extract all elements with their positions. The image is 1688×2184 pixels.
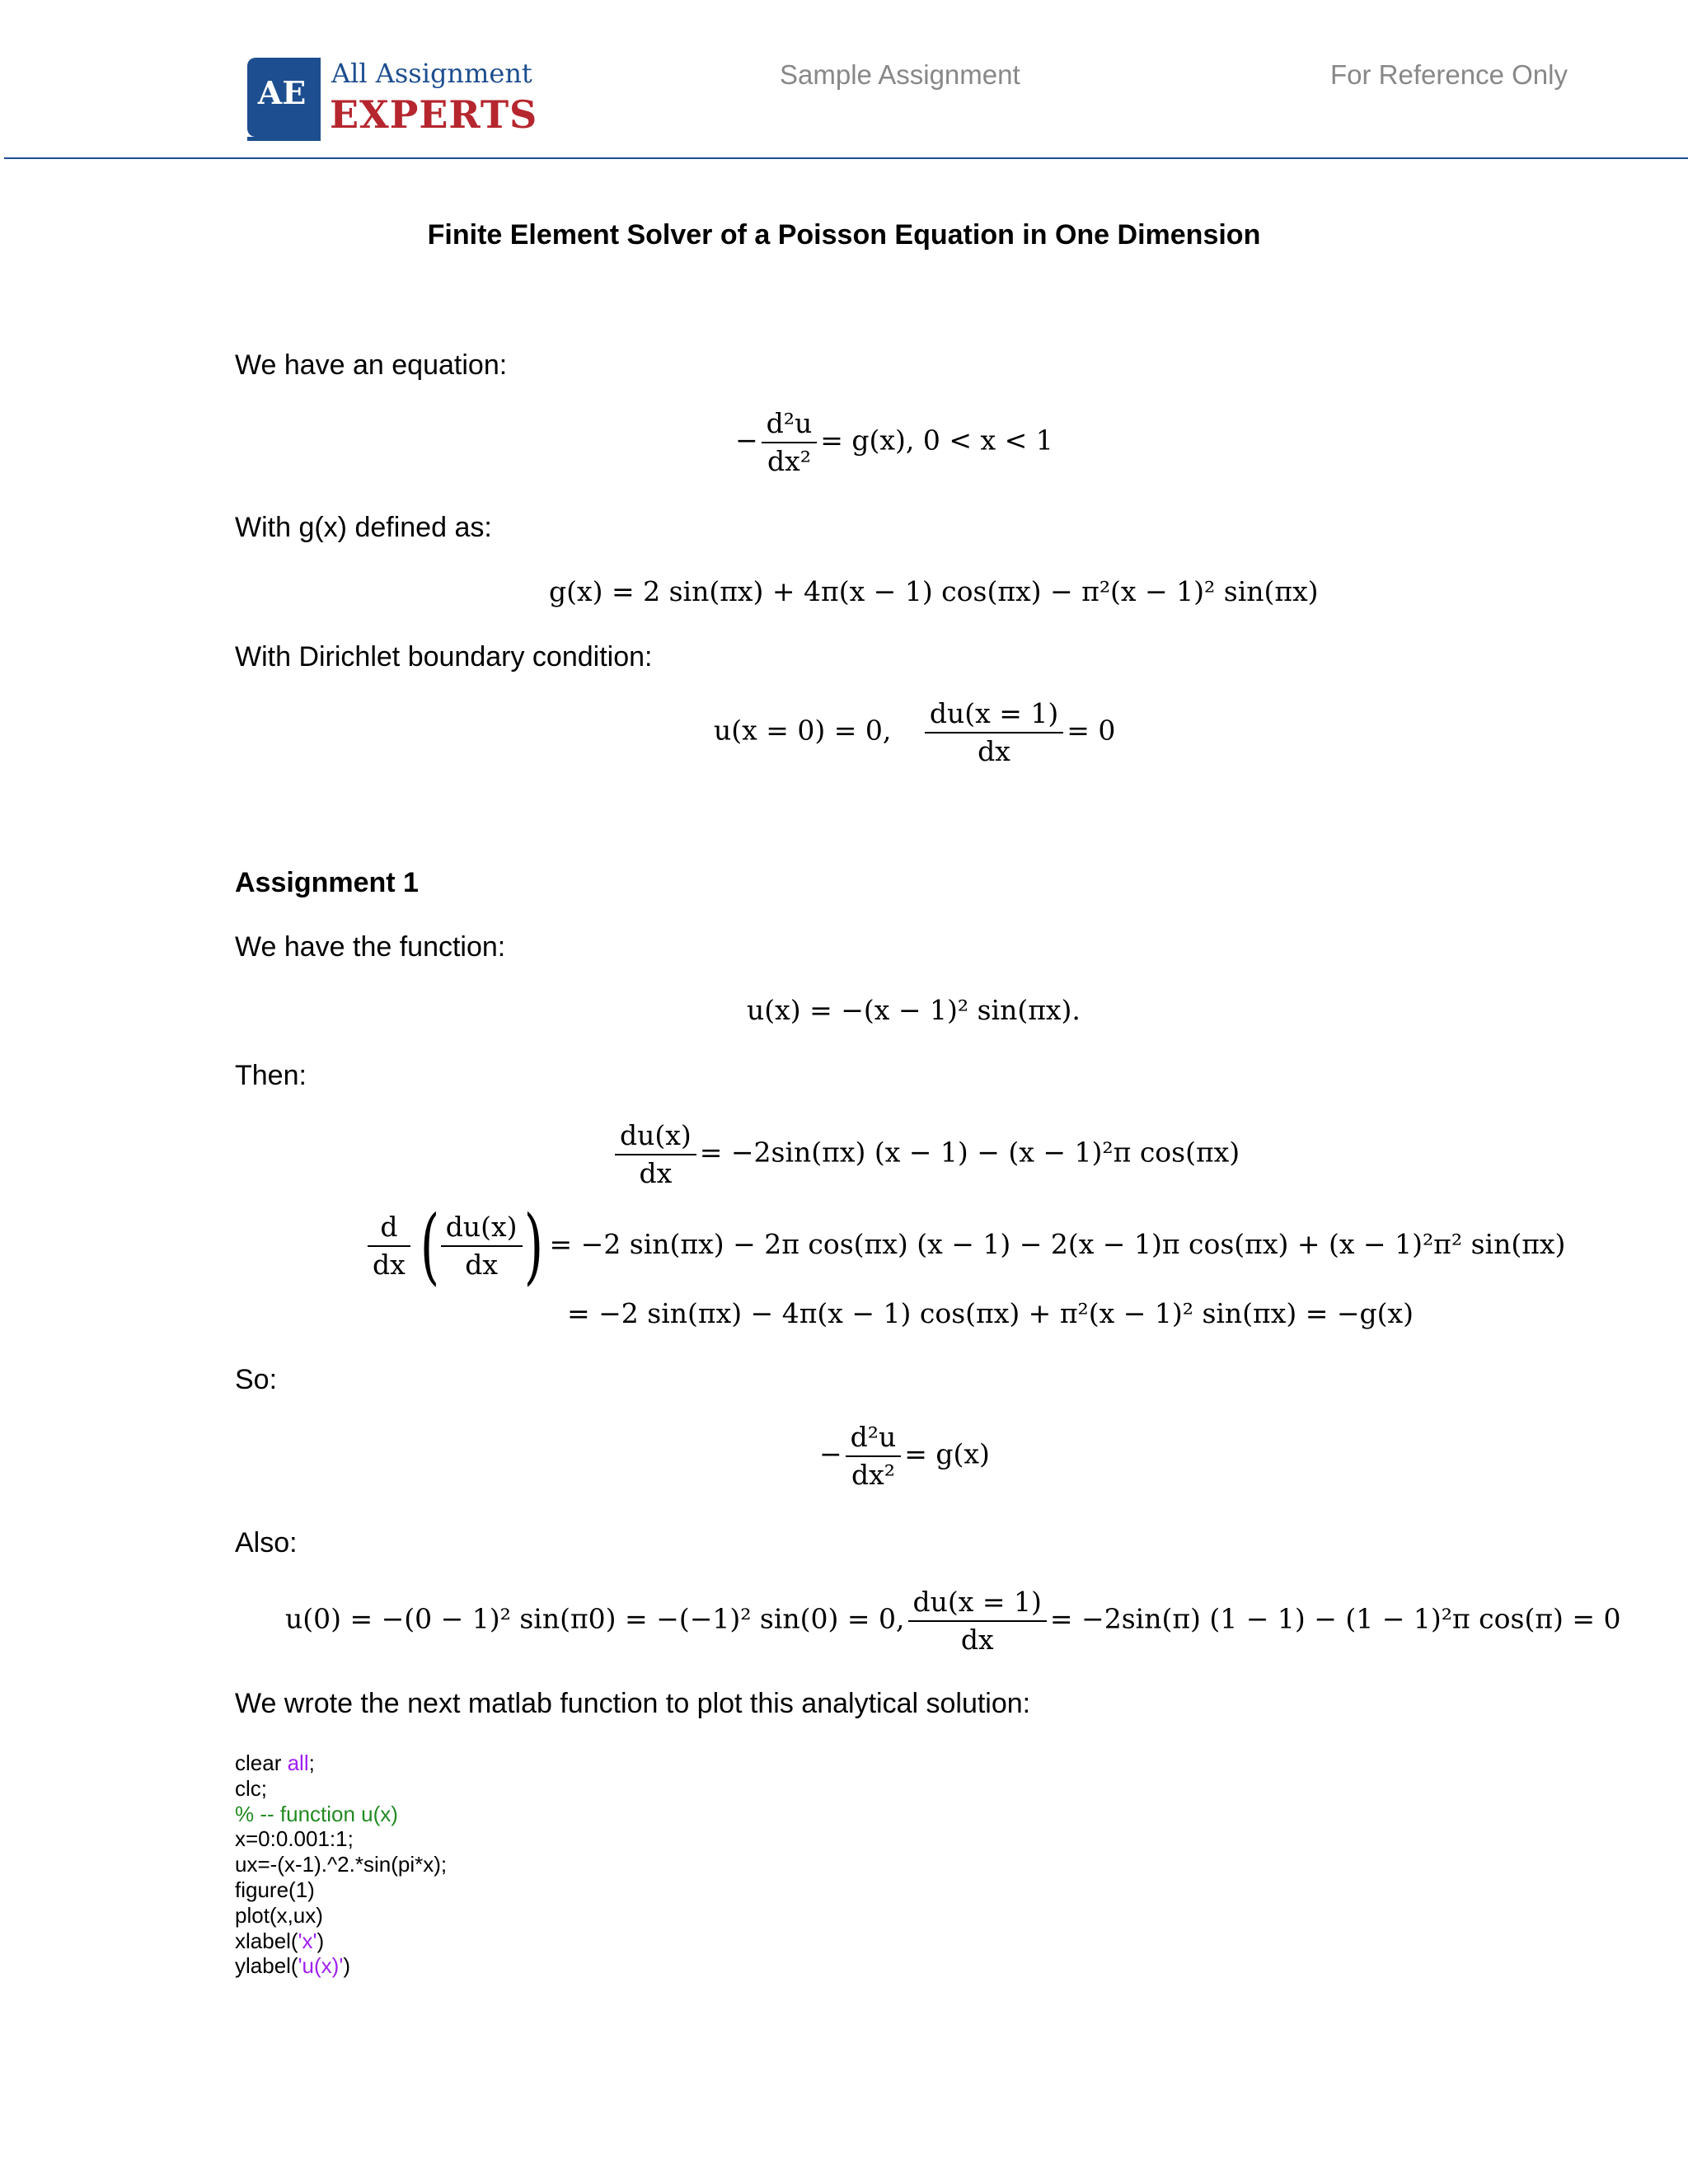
g-defined-text: With g(x) defined as: <box>235 512 492 543</box>
boundary-condition <box>714 697 1115 767</box>
code-line: clear all; <box>235 1750 315 1775</box>
also-lhs: u(0) = −(0 − 1)² sin(π0) = −(−1)² sin(0) = 0, <box>285 1602 905 1635</box>
bc-left: u(x = 0) = 0, <box>714 714 892 747</box>
u-function: u(x) = −(x − 1)² sin(πx). <box>747 994 1081 1026</box>
code-line: ux=-(x-1).^2.*sin(pi*x); <box>235 1852 448 1877</box>
dirichlet-text: With Dirichlet boundary condition: <box>235 641 653 673</box>
so-denominator: dx² <box>851 1458 895 1491</box>
code-line: ylabel('u(x)') <box>235 1953 350 1979</box>
also-numerator: du(x = 1) <box>908 1586 1047 1622</box>
so-rhs: = g(x) <box>904 1437 990 1470</box>
inner-du-numerator: du(x) <box>441 1211 523 1247</box>
also-rhs: = −2sin(π) (1 − 1) − (1 − 1)²π cos(π) = 0 <box>1049 1602 1621 1635</box>
poisson-equation: − $\frac{\text{d²u}}{\text{dx²}}$ = g(x), 0 < x < 1 <box>735 407 1053 477</box>
logo-mark <box>247 58 318 142</box>
du-denominator: dx <box>639 1156 673 1189</box>
code-line: clc; <box>235 1775 267 1801</box>
right-paren: ) <box>523 1197 543 1294</box>
g-equation: g(x) = 2 sin(πx) + 4π(x − 1) cos(πx) − π²(x − 1)² sin(πx) <box>549 575 1319 607</box>
header-rule <box>4 157 1688 159</box>
eq1-denominator: dx² <box>767 444 811 477</box>
code-line: plot(x,ux) <box>235 1902 323 1928</box>
inner-du-denominator: dx <box>465 1249 499 1281</box>
have-function-text: We have the function: <box>235 931 506 963</box>
code-line: figure(1) <box>235 1877 315 1902</box>
header-center: Sample Assignment <box>780 59 1020 90</box>
so-equation: − $\frac{\text{d²u}}{\text{dx²}}$ = g(x) <box>819 1421 990 1491</box>
header-right: For Reference Only <box>1330 59 1568 90</box>
du-rhs: = −2sin(πx) (x − 1) − (x − 1)²π cos(πx) <box>699 1136 1240 1169</box>
eq1-rhs: = g(x), 0 < x < 1 <box>820 424 1053 457</box>
eq1-numerator: d²u <box>762 407 818 443</box>
assignment-heading: Assignment 1 <box>235 867 419 898</box>
matlab-intro-text: We wrote the next matlab function to plot this analytical solution: <box>235 1688 1031 1719</box>
second-derivative <box>364 1197 1566 1294</box>
code-line: x=0:0.001:1; <box>235 1826 354 1852</box>
intro-text: We have an equation: <box>235 349 508 381</box>
matlab-code <box>235 1750 447 1979</box>
code-comment: % -- function u(x) <box>235 1801 398 1826</box>
left-paren: ( <box>420 1197 439 1294</box>
also-denominator: dx <box>960 1623 994 1656</box>
d-numerator: d <box>368 1211 410 1247</box>
bc-numerator: du(x = 1) <box>925 697 1063 733</box>
so-numerator: d²u <box>846 1421 902 1457</box>
d2-rhs-line1: = −2 sin(πx) − 2π cos(πx) (x − 1) − 2(x − 1)π cos(πx) + (x − 1)²π² sin(πx) <box>549 1228 1566 1260</box>
also-equation <box>285 1586 1621 1656</box>
logo-mark-text: AE <box>257 74 307 111</box>
d2-rhs-line2: = −2 sin(πx) − 4π(x − 1) cos(πx) + π²(x − 1)² sin(πx) = −g(x) <box>567 1297 1414 1329</box>
then-text: Then: <box>235 1060 307 1091</box>
logo-text-bottom: EXPERTS <box>330 92 538 137</box>
page-title: Finite Element Solver of a Poisson Equation in One Dimension <box>427 219 1261 251</box>
code-line: xlabel('x') <box>235 1928 325 1953</box>
d-denominator: dx <box>373 1249 406 1281</box>
so-text: So: <box>235 1364 278 1395</box>
logo-text-top: All Assignment <box>331 58 532 89</box>
du-numerator: du(x) <box>615 1119 696 1155</box>
also-text: Also: <box>235 1527 298 1558</box>
bc-denominator: dx <box>978 734 1010 767</box>
first-derivative <box>612 1119 1240 1189</box>
bc-rhs: = 0 <box>1067 714 1116 747</box>
